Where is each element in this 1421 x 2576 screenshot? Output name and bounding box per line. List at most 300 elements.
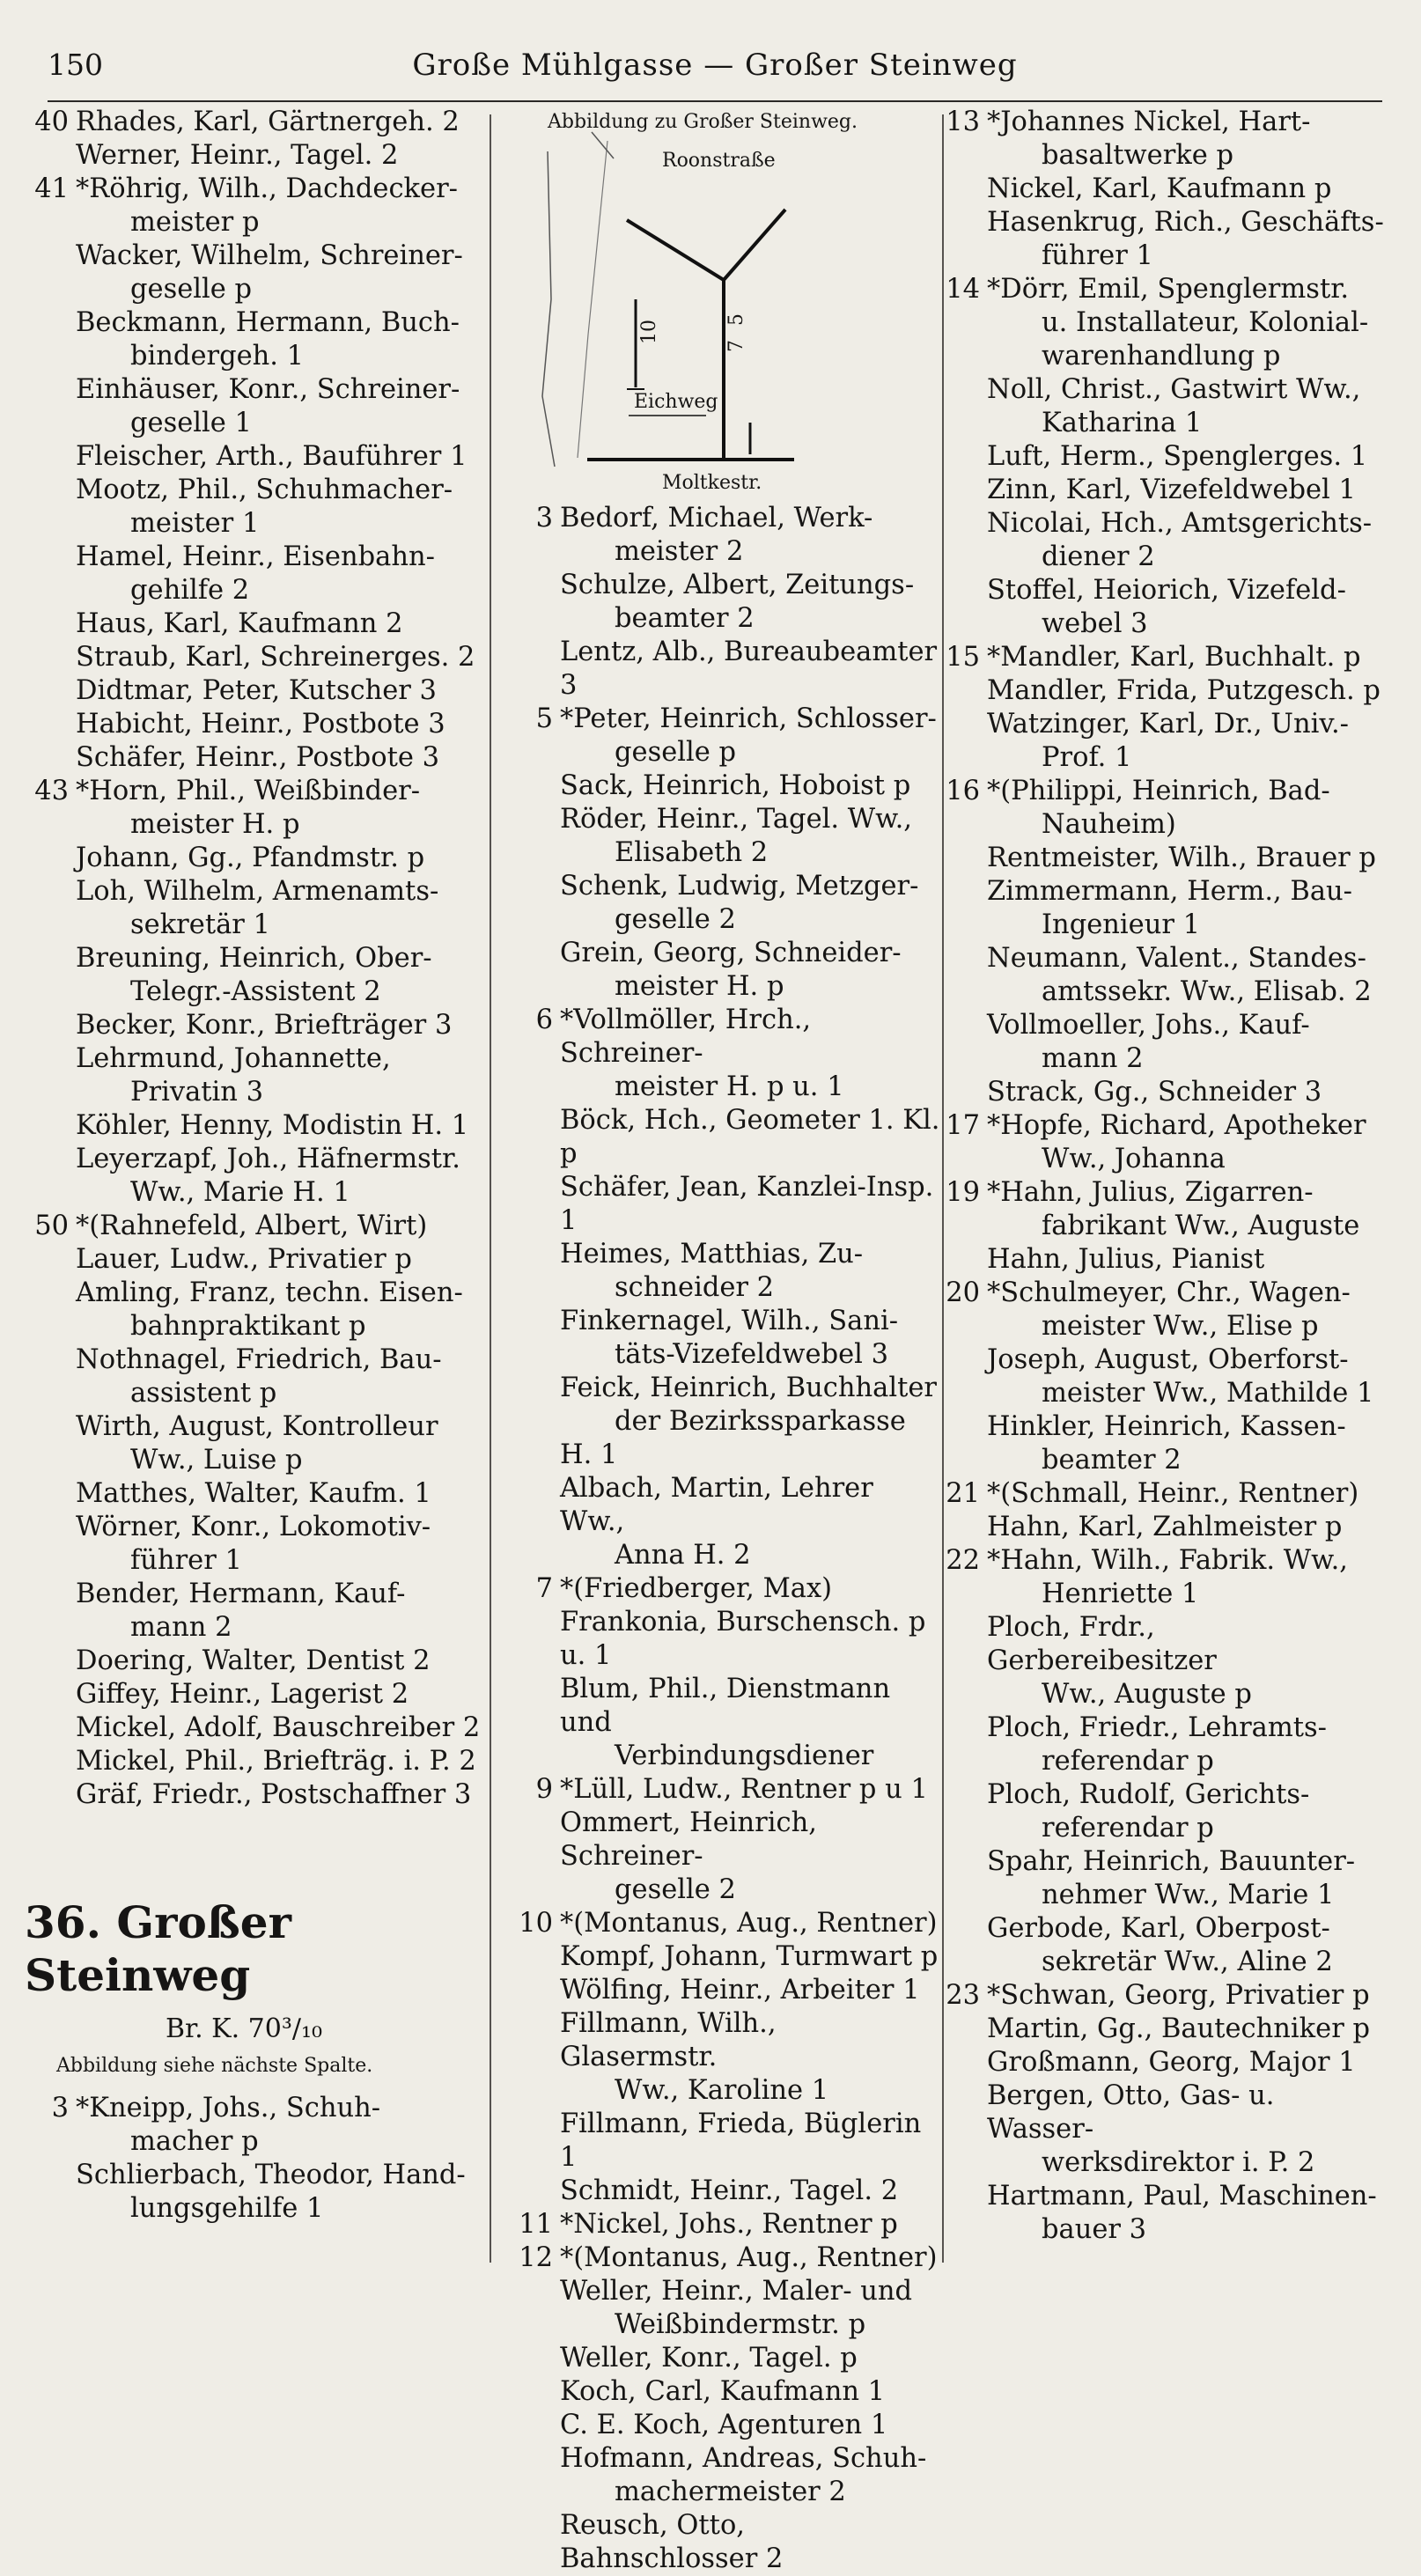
resident-line: *(Montanus, Aug., Rentner) — [560, 2242, 938, 2273]
address-entry — [509, 703, 940, 769]
resident-line: *(Friedberger, Max) — [560, 1573, 833, 1604]
address-entry — [509, 870, 940, 937]
resident-continuation: webel 3 — [1042, 608, 1148, 639]
resident-continuation: meister H. p — [615, 971, 784, 1002]
address-entry — [509, 1807, 940, 1907]
address-entry — [936, 2013, 1387, 2046]
resident-line: *Hopfe, Richard, Apotheker — [987, 1110, 1366, 1141]
address-entry — [509, 2241, 940, 2275]
resident-continuation: meister p — [130, 207, 260, 238]
address-entry — [25, 1678, 497, 1711]
house-number: 40 — [34, 107, 69, 137]
resident-line: Kompf, Johann, Turmwart p — [560, 1941, 939, 1972]
resident-line: Schäfer, Heinr., Postbote 3 — [76, 742, 439, 773]
resident-line: Johann, Gg., Pfandmstr. p — [76, 843, 425, 873]
resident-continuation: Ww., Johanna — [1042, 1144, 1226, 1174]
address-entry — [25, 106, 497, 139]
address-entry — [25, 1578, 497, 1645]
house-number: 16 — [946, 776, 980, 806]
resident-line: Neumann, Valent., Standes- — [987, 943, 1366, 974]
address-entry — [936, 106, 1387, 173]
resident-continuation: der Bezirkssparkasse H. 1 — [560, 1406, 906, 1470]
resident-line: Wölfing, Heinr., Arbeiter 1 — [560, 1975, 920, 2006]
address-entry — [25, 1109, 497, 1143]
house-number: 50 — [34, 1211, 69, 1241]
address-entry — [509, 1004, 940, 1104]
address-entry — [936, 273, 1387, 373]
address-entry — [509, 2108, 940, 2175]
house-number: 3 — [535, 503, 553, 534]
resident-line: Reusch, Otto, Bahnschlosser 2 — [560, 2510, 784, 2574]
resident-continuation: assistent p — [130, 1378, 277, 1409]
resident-line: Zinn, Karl, Vizefeldwebel 1 — [987, 475, 1356, 505]
resident-line: Frankonia, Burschensch. p u. 1 — [560, 1607, 926, 1671]
house-number: 17 — [946, 1110, 980, 1141]
resident-line: Didtmar, Peter, Kutscher 3 — [76, 675, 437, 706]
resident-continuation: macher p — [130, 2126, 259, 2157]
address-entry — [936, 1343, 1387, 1410]
address-entry — [25, 1477, 497, 1511]
resident-line: Heimes, Matthias, Zu- — [560, 1239, 864, 1270]
resident-line: Stoffel, Heiorich, Vizefeld- — [987, 575, 1346, 606]
address-entry — [936, 842, 1387, 875]
resident-line: *Röhrig, Wilh., Dachdecker- — [76, 173, 458, 204]
resident-line: *Hahn, Wilh., Fabrik. Ww., — [987, 1545, 1348, 1576]
resident-continuation: mann 2 — [1042, 1043, 1144, 1074]
resident-line: Schmidt, Heinr., Tagel. 2 — [560, 2175, 899, 2206]
resident-line: Lehrmund, Johannette, — [76, 1043, 391, 1074]
resident-continuation: meister Ww., Mathilde 1 — [1042, 1378, 1374, 1409]
resident-continuation: führer 1 — [130, 1545, 242, 1576]
address-entry — [936, 775, 1387, 842]
house-number: 20 — [946, 1277, 980, 1308]
address-entry — [25, 474, 497, 541]
address-entry — [25, 842, 497, 875]
resident-line: Lauer, Ludw., Privatier p — [76, 1244, 412, 1275]
address-entry — [25, 1210, 497, 1243]
address-entry — [509, 1572, 940, 1606]
resident-continuation: Telegr.-Assistent 2 — [130, 976, 381, 1007]
resident-line: *Mandler, Karl, Buchhalt. p — [987, 642, 1361, 673]
resident-continuation: Ww., Auguste p — [1042, 1679, 1252, 1710]
address-entry — [936, 173, 1387, 206]
resident-line: Joseph, August, Oberforst- — [987, 1344, 1349, 1375]
resident-continuation: meister H. p u. 1 — [615, 1071, 844, 1102]
resident-line: Blum, Phil., Dienstmann und — [560, 1674, 891, 1738]
resident-line: Bender, Hermann, Kauf- — [76, 1579, 406, 1609]
address-entry — [509, 1673, 940, 1773]
map-house-number: 5 — [725, 313, 747, 326]
address-entry — [25, 1410, 497, 1477]
house-number: 43 — [34, 776, 69, 806]
address-entry — [936, 440, 1387, 474]
resident-continuation: meister Ww., Elise p — [1042, 1311, 1319, 1342]
resident-continuation: Privatin 3 — [130, 1077, 264, 1108]
map-street-moltkestr: Moltkestr. — [662, 472, 762, 494]
house-number: 23 — [946, 1980, 980, 2011]
resident-line: Luft, Herm., Spenglerges. 1 — [987, 441, 1368, 472]
resident-line: Fillmann, Wilh., Glasermstr. — [560, 2008, 777, 2072]
resident-line: *Peter, Heinrich, Schlosser- — [560, 703, 937, 734]
resident-line: Matthes, Walter, Kaufm. 1 — [76, 1478, 431, 1509]
resident-line: Einhäuser, Konr., Schreiner- — [76, 374, 460, 405]
resident-line: Böck, Hch., Geometer 1. Kl. p — [560, 1105, 940, 1169]
address-entry — [509, 1372, 940, 1472]
resident-continuation: geselle p — [615, 737, 737, 768]
resident-line: Hofmann, Andreas, Schuh- — [560, 2443, 927, 2474]
address-entry — [936, 942, 1387, 1009]
address-entry — [25, 1243, 497, 1277]
address-entry — [509, 937, 940, 1004]
resident-line: Ploch, Friedr., Lehramts- — [987, 1712, 1327, 1743]
house-number: 10 — [519, 1908, 553, 1939]
house-number: 9 — [535, 1774, 553, 1805]
address-entry — [936, 708, 1387, 775]
house-number: 21 — [946, 1478, 980, 1509]
address-entry — [25, 541, 497, 607]
resident-continuation: warenhandlung p — [1042, 341, 1281, 372]
address-entry — [509, 1773, 940, 1807]
house-number: 19 — [946, 1177, 980, 1208]
address-entry — [25, 1143, 497, 1210]
resident-line: Spahr, Heinrich, Bauunter- — [987, 1846, 1356, 1877]
resident-continuation: meister 1 — [130, 508, 260, 539]
address-entry — [509, 569, 940, 636]
resident-line: Werner, Heinr., Tagel. 2 — [76, 140, 399, 171]
address-entry — [509, 769, 940, 803]
map-caption: Abbildung zu Großer Steinweg. — [548, 111, 858, 133]
house-number: 11 — [519, 2209, 553, 2240]
resident-line: Becker, Konr., Briefträger 3 — [76, 1010, 453, 1041]
resident-line: Schenk, Ludwig, Metzger- — [560, 871, 919, 902]
address-entry — [936, 1544, 1387, 1611]
resident-line: Mootz, Phil., Schuhmacher- — [76, 475, 453, 505]
resident-continuation: Katharina 1 — [1042, 408, 1203, 438]
entry-list — [509, 502, 940, 2576]
resident-line: Bedorf, Michael, Werk- — [560, 503, 873, 534]
address-entry — [25, 1711, 497, 1745]
resident-line: Zimmermann, Herm., Bau- — [987, 876, 1352, 907]
house-number: 7 — [535, 1573, 553, 1604]
address-entry — [509, 803, 940, 870]
address-entry — [25, 674, 497, 708]
page-number: 150 — [48, 48, 103, 82]
street-map — [530, 106, 917, 502]
address-entry — [25, 875, 497, 942]
resident-line: *Dörr, Emil, Spenglermstr. — [987, 274, 1350, 305]
address-entry — [25, 1778, 497, 1812]
resident-line: Hamel, Heinr., Eisenbahn- — [76, 541, 435, 572]
resident-continuation: fabrikant Ww., Auguste — [1042, 1211, 1360, 1241]
address-entry — [936, 1277, 1387, 1343]
resident-line: Rhades, Karl, Gärtnergeh. 2 — [76, 107, 460, 137]
address-entry — [25, 373, 497, 440]
address-entry — [25, 2092, 497, 2159]
address-entry — [936, 2079, 1387, 2180]
resident-line: Köhler, Henny, Modistin H. 1 — [76, 1110, 469, 1141]
resident-line: Hahn, Julius, Pianist — [987, 1244, 1265, 1275]
resident-continuation: geselle 1 — [130, 408, 252, 438]
resident-continuation: Verbindungsdiener — [615, 1741, 874, 1771]
resident-continuation: Ww., Marie H. 1 — [130, 1177, 350, 1208]
resident-line: Weller, Konr., Tagel. p — [560, 2343, 858, 2374]
address-entry — [936, 1076, 1387, 1109]
resident-line: Nothnagel, Friedrich, Bau- — [76, 1344, 442, 1375]
resident-line: Schlierbach, Theodor, Hand- — [76, 2160, 466, 2190]
resident-continuation: geselle 2 — [615, 1874, 736, 1905]
address-entry — [936, 1778, 1387, 1845]
resident-line: Hinkler, Heinrich, Kassen- — [987, 1411, 1346, 1442]
map-street-roonstrasse: Roonstraße — [662, 150, 776, 172]
resident-line: Bergen, Otto, Gas- u. Wasser- — [987, 2080, 1275, 2145]
resident-line: Nickel, Karl, Kaufmann p — [987, 173, 1332, 204]
resident-line: *Hahn, Julius, Zigarren- — [987, 1177, 1314, 1208]
address-entry — [25, 741, 497, 775]
address-entry — [509, 1606, 940, 1673]
resident-continuation: sekretär 1 — [130, 909, 270, 940]
resident-line: Strack, Gg., Schneider 3 — [987, 1077, 1322, 1108]
resident-line: Wörner, Konr., Lokomotiv- — [76, 1512, 431, 1542]
resident-line: *Schulmeyer, Chr., Wagen- — [987, 1277, 1351, 1308]
resident-continuation: mann 2 — [130, 1612, 232, 1643]
address-entry — [509, 2007, 940, 2108]
address-entry — [509, 1104, 940, 1171]
house-number: 5 — [535, 703, 553, 734]
resident-line: Röder, Heinr., Tagel. Ww., — [560, 804, 912, 835]
address-entry — [509, 2208, 940, 2241]
address-entry — [25, 1277, 497, 1343]
page-header — [48, 42, 1382, 102]
resident-line: Großmann, Georg, Major 1 — [987, 2047, 1356, 2078]
resident-continuation: nehmer Ww., Marie 1 — [1042, 1880, 1335, 1910]
resident-continuation: geselle p — [130, 274, 253, 305]
resident-line: Gerbode, Karl, Oberpost- — [987, 1913, 1330, 1944]
resident-line: Wirth, August, Kontrolleur — [76, 1411, 438, 1442]
resident-continuation: bahnpraktikant p — [130, 1311, 366, 1342]
address-entry — [25, 942, 497, 1009]
address-entry — [936, 1979, 1387, 2013]
column-left — [25, 106, 497, 2226]
resident-line: Lentz, Alb., Bureaubeamter 3 — [560, 637, 938, 701]
resident-line: *(Rahnefeld, Albert, Wirt) — [76, 1211, 428, 1241]
resident-continuation: Nauheim) — [1042, 809, 1176, 840]
resident-continuation: referendar p — [1042, 1813, 1214, 1844]
map-street-eichweg: Eichweg — [634, 391, 718, 413]
resident-line: Nicolai, Hch., Amtsgerichts- — [987, 508, 1373, 539]
resident-line: Leyerzapf, Joh., Häfnermstr. — [76, 1144, 460, 1174]
resident-line: *(Montanus, Aug., Rentner) — [560, 1908, 938, 1939]
resident-line: Giffey, Heinr., Lagerist 2 — [76, 1679, 409, 1710]
resident-line: Weller, Heinr., Maler- und — [560, 2276, 913, 2307]
address-entry — [25, 306, 497, 373]
resident-continuation: schneider 2 — [615, 1272, 775, 1303]
resident-continuation: machermeister 2 — [615, 2477, 846, 2507]
address-entry — [25, 1009, 497, 1042]
address-entry — [936, 2180, 1387, 2247]
address-entry — [509, 1472, 940, 1572]
address-entry — [25, 139, 497, 173]
address-entry — [509, 2342, 940, 2375]
resident-line: Ommert, Heinrich, Schreiner- — [560, 1807, 817, 1872]
resident-line: C. E. Koch, Agenturen 1 — [560, 2410, 888, 2440]
house-number: 22 — [946, 1545, 980, 1576]
address-entry — [25, 607, 497, 641]
resident-line: Schäfer, Jean, Kanzlei-Insp. 1 — [560, 1172, 934, 1236]
address-entry — [509, 1171, 940, 1238]
resident-line: Ploch, Rudolf, Gerichts- — [987, 1779, 1310, 1810]
resident-line: Albach, Martin, Lehrer Ww., — [560, 1473, 873, 1537]
resident-line: *Johannes Nickel, Hart- — [987, 107, 1311, 137]
street-heading — [25, 1896, 497, 2083]
address-entry — [936, 373, 1387, 440]
resident-continuation: sekretär Ww., Aline 2 — [1042, 1947, 1333, 1977]
address-entry — [25, 440, 497, 474]
address-entry — [509, 2509, 940, 2576]
resident-continuation: geselle 2 — [615, 904, 736, 935]
street-note: Abbildung siehe nächste Spalte. — [56, 2055, 373, 2077]
address-entry — [509, 636, 940, 703]
resident-line: Haus, Karl, Kaufmann 2 — [76, 608, 403, 639]
address-entry — [25, 708, 497, 741]
resident-line: Watzinger, Karl, Dr., Univ.- — [987, 709, 1349, 740]
resident-continuation: lungsgehilfe 1 — [130, 2193, 324, 2224]
resident-continuation: beamter 2 — [615, 603, 755, 634]
resident-line: Fillmann, Frieda, Büglerin 1 — [560, 2109, 922, 2173]
address-entry — [509, 2442, 940, 2509]
entry-list — [936, 106, 1387, 2247]
resident-line: Rentmeister, Wilh., Brauer p — [987, 843, 1376, 873]
resident-continuation: bindergeh. 1 — [130, 341, 305, 372]
resident-continuation: u. Installateur, Kolonial- — [1042, 307, 1369, 338]
resident-line: Doering, Walter, Dentist 2 — [76, 1645, 431, 1676]
resident-line: Mickel, Adolf, Bauschreiber 2 — [76, 1712, 481, 1743]
street-subtitle: Br. K. 70³/₁₀ — [166, 2013, 323, 2044]
running-title: Große Mühlgasse — Großer Steinweg — [412, 48, 1018, 83]
address-entry — [25, 641, 497, 674]
resident-line: *Vollmöller, Hrch., Schreiner- — [560, 1005, 812, 1069]
address-entry — [936, 1109, 1387, 1176]
address-entry — [509, 2375, 940, 2409]
resident-line: Mandler, Frida, Putzgesch. p — [987, 675, 1381, 706]
address-entry — [936, 674, 1387, 708]
address-entry — [25, 1042, 497, 1109]
address-entry — [936, 1243, 1387, 1277]
address-entry — [509, 1907, 940, 1940]
address-entry — [936, 1176, 1387, 1243]
address-entry — [936, 574, 1387, 641]
resident-line: *(Schmall, Heinr., Rentner) — [987, 1478, 1359, 1509]
address-entry — [936, 1477, 1387, 1511]
address-entry — [509, 2275, 940, 2342]
resident-line: Hahn, Karl, Zahlmeister p — [987, 1512, 1343, 1542]
resident-continuation: Weißbindermstr. p — [615, 2309, 866, 2340]
resident-continuation: führer 1 — [1042, 240, 1153, 271]
resident-line: *Lüll, Ludw., Rentner p u 1 — [560, 1774, 928, 1805]
address-entry — [936, 1410, 1387, 1477]
resident-line: Ploch, Frdr., Gerbereibesitzer — [987, 1612, 1217, 1676]
address-entry — [25, 775, 497, 842]
house-number: 6 — [535, 1005, 553, 1035]
address-entry — [509, 502, 940, 569]
resident-line: Grein, Georg, Schneider- — [560, 938, 902, 968]
resident-line: Gräf, Friedr., Postschaffner 3 — [76, 1779, 472, 1810]
resident-continuation: Elisabeth 2 — [615, 837, 769, 868]
address-entry — [936, 2046, 1387, 2079]
address-entry — [25, 1745, 497, 1778]
resident-line: *(Philippi, Heinrich, Bad- — [987, 776, 1330, 806]
resident-line: Breuning, Heinrich, Ober- — [76, 943, 432, 974]
address-entry — [936, 1611, 1387, 1711]
resident-continuation: bauer 3 — [1042, 2214, 1147, 2245]
house-number: 13 — [946, 107, 980, 137]
resident-line: Sack, Heinrich, Hoboist p — [560, 770, 911, 801]
address-entry — [509, 1305, 940, 1372]
resident-line: *Schwan, Georg, Privatier p — [987, 1980, 1370, 2011]
column-middle — [509, 106, 940, 2576]
address-entry — [936, 1912, 1387, 1979]
address-entry — [509, 2175, 940, 2208]
resident-continuation: gehilfe 2 — [130, 575, 250, 606]
address-entry — [936, 875, 1387, 942]
address-entry — [936, 641, 1387, 674]
resident-line: Koch, Carl, Kaufmann 1 — [560, 2376, 886, 2407]
resident-line: Noll, Christ., Gastwirt Ww., — [987, 374, 1361, 405]
address-entry — [25, 239, 497, 306]
resident-continuation: meister 2 — [615, 536, 744, 567]
resident-continuation: Ingenieur 1 — [1042, 909, 1201, 940]
address-entry — [936, 1845, 1387, 1912]
address-entry — [25, 1645, 497, 1678]
resident-line: Mickel, Phil., Briefträg. i. P. 2 — [76, 1746, 476, 1777]
address-entry — [509, 2409, 940, 2442]
address-entry — [936, 507, 1387, 574]
resident-line: Martin, Gg., Bautechniker p — [987, 2013, 1371, 2044]
resident-line: Vollmoeller, Johs., Kauf- — [987, 1010, 1310, 1041]
resident-line: Hartmann, Paul, Maschinen- — [987, 2181, 1377, 2212]
address-entry — [25, 2159, 497, 2226]
resident-line: Amling, Franz, techn. Eisen- — [76, 1277, 463, 1308]
house-number: 3 — [51, 2093, 69, 2123]
resident-line: *Horn, Phil., Weißbinder- — [76, 776, 421, 806]
address-entry — [25, 173, 497, 239]
resident-line: Hasenkrug, Rich., Geschäfts- — [987, 207, 1384, 238]
resident-continuation: täts-Vizefeldwebel 3 — [615, 1339, 889, 1370]
address-entry — [25, 1343, 497, 1410]
resident-continuation: Henriette 1 — [1042, 1579, 1199, 1609]
resident-line: Loh, Wilhelm, Armenamts- — [76, 876, 439, 907]
entry-list — [25, 106, 497, 1812]
resident-continuation: Ww., Karoline 1 — [615, 2075, 829, 2106]
map-house-number: 10 — [638, 320, 660, 344]
resident-continuation: basaltwerke p — [1042, 140, 1234, 171]
house-number: 41 — [34, 173, 69, 204]
resident-continuation: amtssekr. Ww., Elisab. 2 — [1042, 976, 1372, 1007]
resident-line: *Kneipp, Johs., Schuh- — [76, 2093, 381, 2123]
resident-line: Habicht, Heinr., Postbote 3 — [76, 709, 445, 740]
resident-continuation: Anna H. 2 — [615, 1540, 751, 1571]
resident-line: Straub, Karl, Schreinerges. 2 — [76, 642, 475, 673]
address-entry — [25, 1511, 497, 1578]
resident-line: Feick, Heinrich, Buchhalter — [560, 1373, 937, 1403]
resident-continuation: Ww., Luise p — [130, 1445, 303, 1476]
street-title: 36. Großer Steinweg — [25, 1896, 291, 2001]
map-house-number: 7 — [725, 340, 747, 352]
resident-line: Fleischer, Arth., Bauführer 1 — [76, 441, 468, 472]
address-entry — [936, 474, 1387, 507]
house-number: 14 — [946, 274, 980, 305]
resident-line: Schulze, Albert, Zeitungs- — [560, 570, 915, 600]
resident-line: Beckmann, Hermann, Buch- — [76, 307, 460, 338]
